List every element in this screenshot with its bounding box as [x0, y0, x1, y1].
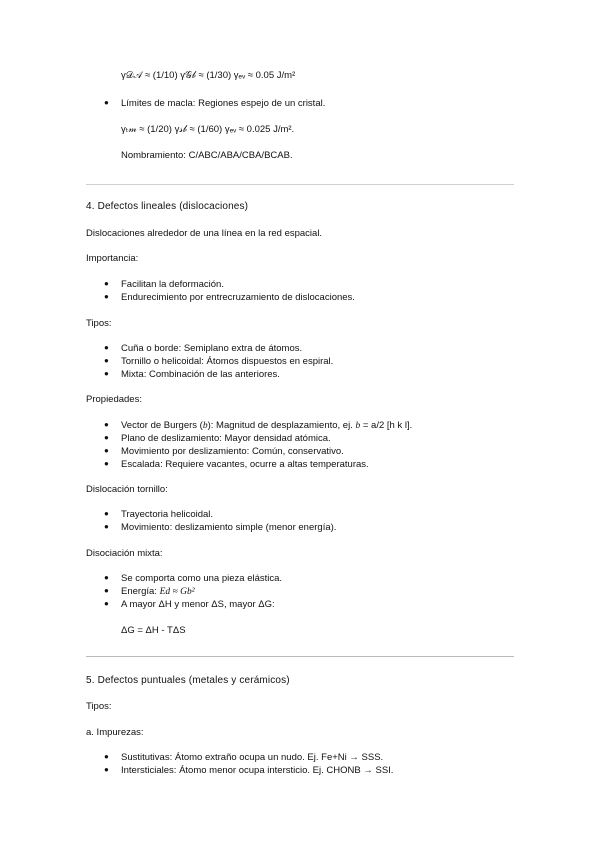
bullet-text: Mixta: Combinación de las anteriores.	[121, 369, 280, 380]
bullet-icon: ●	[104, 765, 109, 774]
bullet-item	[104, 459, 369, 470]
section-4-heading: 4. Defectos lineales (dislocaciones)	[86, 201, 249, 212]
propiedades-label: Propiedades:	[86, 394, 142, 405]
tipos-label: Tipos:	[86, 318, 112, 329]
bullet-text: Escalada: Requiere vacantes, ocurre a altas temperaturas.	[121, 459, 369, 470]
gibbs-formula: ΔG = ΔH - TΔS	[121, 625, 186, 636]
bullet-text: Sustitutivas: Átomo extraño ocupa un nudo. Ej. Fe+Ni → SSS.	[121, 752, 384, 763]
importancia-label: Importancia:	[86, 253, 139, 264]
bullet-icon: ●	[104, 292, 109, 301]
bullet-item	[104, 433, 331, 444]
bullet-icon: ●	[104, 420, 109, 429]
energia-label: Energía:	[121, 586, 160, 597]
bullet-text: Se comporta como una pieza elástica.	[121, 573, 283, 584]
bullet-icon: ●	[104, 98, 109, 107]
bullet-text: Tornillo o helicoidal: Átomos dispuestos en espiral.	[121, 356, 334, 367]
bullet-icon: ●	[104, 573, 109, 582]
impurezas-label: a. Impurezas:	[86, 727, 144, 738]
bullet-text: Cuña o borde: Semiplano extra de átomos.	[121, 343, 303, 354]
formula-gamma-da: γ𝒟𝒜 ≈ (1/10) γ𝒢𝒷 ≈ (1/30) γₑᵥ ≈ 0.05 J/m²	[121, 70, 296, 81]
section-4-intro: Dislocaciones alrededor de una línea en la red espacial.	[86, 228, 323, 239]
bullet-icon: ●	[104, 509, 109, 518]
bullet-item	[104, 446, 344, 457]
bullet-icon: ●	[104, 446, 109, 455]
bullet-icon: ●	[104, 586, 109, 595]
bullet-icon: ●	[104, 522, 109, 531]
section-divider	[86, 656, 514, 657]
bullet-item	[104, 356, 333, 367]
bullet-icon: ●	[104, 752, 109, 761]
bullet-text: Facilitan la deformación.	[121, 279, 224, 290]
bullet-text: Trayectoria helicoidal.	[121, 509, 214, 520]
bullet-item-burgers	[104, 420, 412, 431]
bullet-text: A mayor ΔH y menor ΔS, mayor ΔG:	[121, 599, 275, 610]
burgers-text-mid: ): Magnitud de desplazamiento, ej.	[207, 420, 356, 431]
nombramiento-text: Nombramiento: C/ABC/ABA/CBA/BCAB.	[121, 150, 293, 161]
burgers-text-pre: Vector de Burgers (	[121, 420, 203, 431]
bullet-icon: ●	[104, 343, 109, 352]
section-5-heading: 5. Defectos puntuales (metales y cerámicos)	[86, 675, 290, 686]
formula-gamma-tm: γₜ𝓂 ≈ (1/20) γ𝓈𝒷 ≈ (1/60) γₑᵥ ≈ 0.025 J/m².	[121, 124, 295, 135]
bullet-item	[104, 765, 393, 776]
mixta-label: Disociación mixta:	[86, 548, 163, 559]
bullet-text: Intersticiales: Átomo menor ocupa intersticio. Ej. CHONB → SSI.	[121, 765, 394, 776]
tornillo-label: Dislocación tornillo:	[86, 484, 168, 495]
bullet-item	[104, 343, 302, 354]
bullet-item-energia	[104, 586, 195, 597]
bullet-icon: ●	[104, 599, 109, 608]
bullet-item	[104, 279, 224, 290]
bullet-text: Endurecimiento por entrecruzamiento de dislocaciones.	[121, 292, 355, 303]
bullet-icon: ●	[104, 279, 109, 288]
bullet-icon: ●	[104, 433, 109, 442]
bullet-icon: ●	[104, 459, 109, 468]
burgers-symbol: b	[202, 421, 208, 431]
bullet-item	[104, 752, 383, 763]
bullet-icon: ●	[104, 356, 109, 365]
bullet-item	[104, 369, 280, 380]
tipos-label-5: Tipos:	[86, 701, 112, 712]
section-divider	[86, 184, 514, 185]
burgers-symbol: b	[355, 421, 361, 431]
bullet-item	[104, 292, 355, 303]
bullet-item-macla	[104, 98, 325, 109]
bullet-text: Movimiento por deslizamiento: Común, conservativo.	[121, 446, 344, 457]
bullet-icon: ●	[104, 369, 109, 378]
bullet-text: Plano de deslizamiento: Mayor densidad atómica.	[121, 433, 331, 444]
bullet-text: Movimiento: deslizamiento simple (menor energía).	[121, 522, 337, 533]
energia-formula: Ed ≈ Gb²	[159, 587, 195, 597]
bullet-text: Límites de macla: Regiones espejo de un cristal.	[121, 98, 326, 109]
bullet-item	[104, 599, 275, 610]
bullet-item	[104, 509, 213, 520]
bullet-item	[104, 573, 282, 584]
bullet-item	[104, 522, 336, 533]
burgers-text-post: = a/2 [h k l].	[360, 420, 413, 431]
